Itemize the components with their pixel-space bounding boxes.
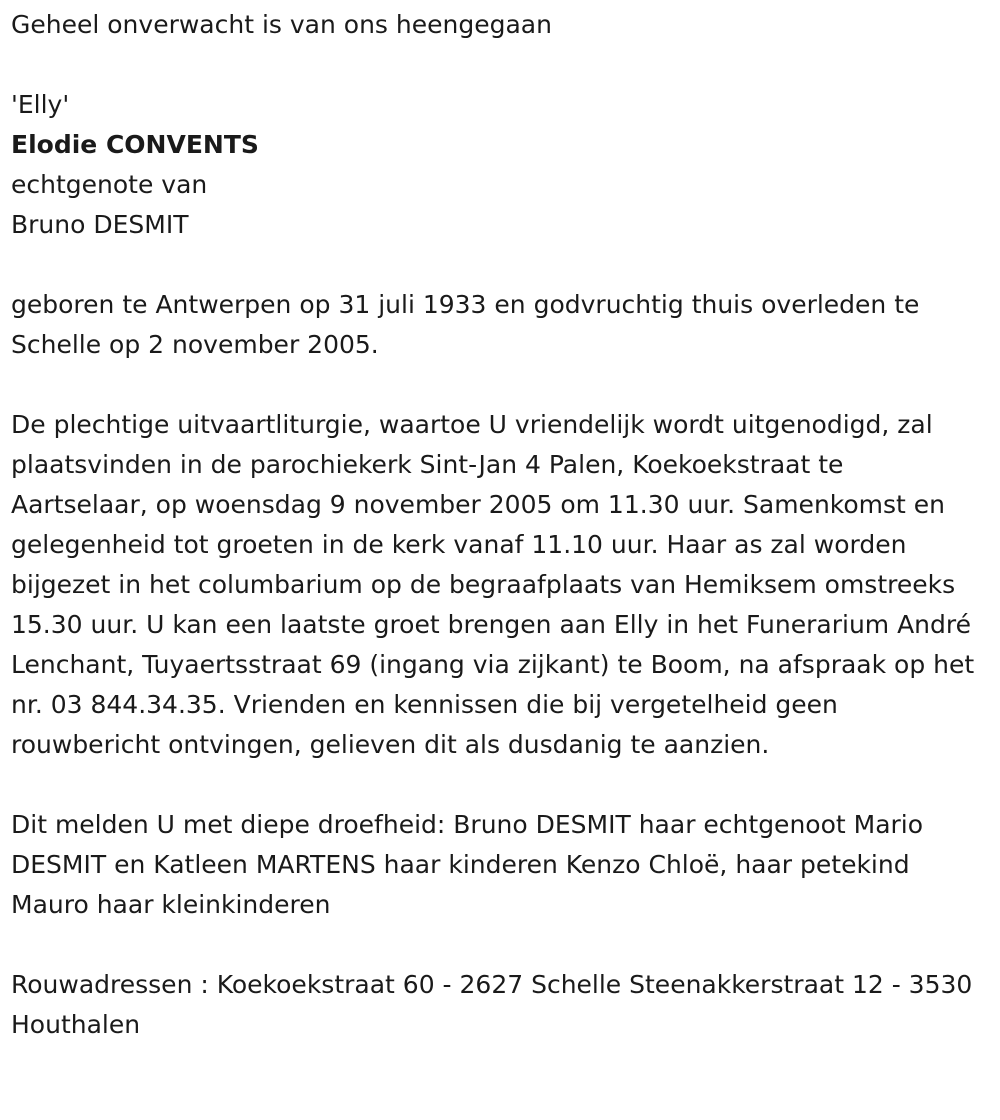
family-paragraph: Dit melden U met diepe droefheid: Bruno DESMIT haar echtgenoot Mario DESMIT en Katleen MARTENS haar kinderen Kenzo Chloë, haar petekind Mauro haar kleinkinderen (11, 810, 924, 919)
intro-line: Geheel onverwacht is van ons heengegaan (11, 10, 552, 39)
spacer (11, 245, 975, 285)
relation-text: echtgenote van (11, 170, 208, 199)
addresses-paragraph: Rouwadressen : Koekoekstraat 60 - 2627 Schelle Steenakkerstraat 12 - 3530 Houthalen (11, 970, 973, 1039)
deceased-name: Elodie CONVENTS (11, 130, 259, 159)
spacer (11, 45, 975, 85)
funeral-paragraph: De plechtige uitvaartliturgie, waartoe U vriendelijk wordt uitgenodigd, zal plaatsvinden in de parochiekerk Sint-Jan 4 Palen, Koekoekstraat te Aartselaar, op woensdag 9 november 2005 om 11.30 uur. Samenkomst en gelegenheid tot groeten in de kerk vanaf 11.10 uur. Haar as zal worden bijgezet in het columbarium op de begraafplaats van Hemiksem omstreeks 15.30 uur. U kan een laatste groet brengen aan Elly in het Funerarium André Lenchant, Tuyaertsstraat 69 (ingang via zijkant) te Boom, na afspraak op het nr. 03 844.34.35. Vrienden en kennissen die bij vergetelheid geen rouwbericht ontvingen, gelieven dit als dusdanig te aanzien. (11, 410, 975, 759)
spacer (11, 765, 975, 805)
deceased-nickname: 'Elly' (11, 90, 70, 119)
birth-death-paragraph: geboren te Antwerpen op 31 juli 1933 en godvruchtig thuis overleden te Schelle op 2 november 2005. (11, 290, 920, 359)
spacer (11, 925, 975, 965)
spacer (11, 365, 975, 405)
spouse-name: Bruno DESMIT (11, 210, 189, 239)
